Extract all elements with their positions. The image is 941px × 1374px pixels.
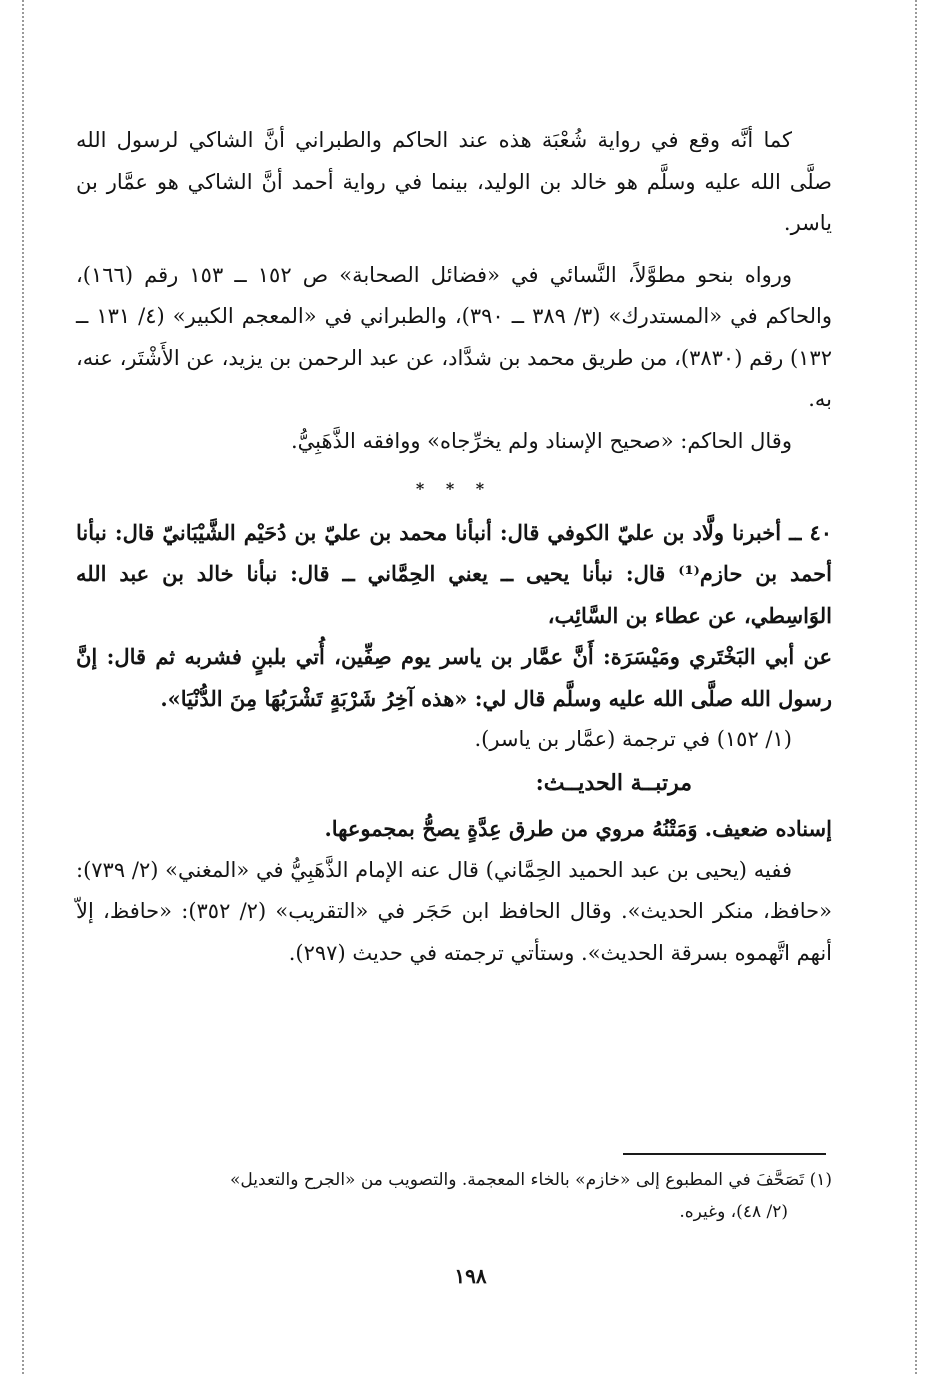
hadith-40-reference: (١/ ١٥٢) في ترجمة (عمَّار بن ياسر).: [474, 727, 792, 751]
hadith-grade-heading: مرتبــة الحديــث:: [535, 769, 692, 796]
paragraph-narration-note: كما أنَّه وقع في رواية شُعْبَة هذه عند الحاكم والطبراني أنَّ الشاكي لرسول الله صلَّى الله عليه وسلَّم هو خالد بن الوليد، بينما في رواية أحمد أنَّ الشاكي هو عمَّار بن ياسر.: [76, 128, 832, 235]
page-scan-edge-left: [22, 0, 24, 1374]
footnote-1-continuation: (٢/ ٤٨)، وغيره.: [679, 1202, 788, 1222]
paragraph-narrator-critique: ففيه (يحيى بن عبد الحميد الحِمَّاني) قال عنه الإمام الذَّهَبِيُّ في «المغني» (٢/ ٧٣٩): «حافظ، منكر الحديث». وقال الحافظ ابن حَجَر في «التقريب» (٢/ ٣٥٢): «حافظ، إلاّ أنهم اتَّهموه بسرقة الحديث». وستأتي ترجمته في حديث (٢٩٧).: [76, 857, 832, 965]
footnotes: [83, 1164, 832, 1228]
hadith-grade-text: إسناده ضعيف. وَمَتْنُهُ مروي من طرق عِدَّةٍ يصحُّ بمجموعها.: [324, 816, 832, 841]
main-text: [76, 120, 832, 974]
page-number: ١٩٨: [454, 1264, 487, 1288]
footnote-1: (١) تَصَحَّفَ في المطبوع إلى «خازم» بالخاء المعجمة. والتصويب من «الجرح والتعديل»: [230, 1170, 832, 1190]
hadith-40-matn: عن أبي البَخْتَري ومَيْسَرَة: أَنَّ عمَّار بن ياسر يوم صِفِّين، أُتي بلبنٍ فشربه ثم قال: إنَّ رسول الله صلَّى الله عليه وسلَّم قال لي: «هذه آخِرُ شَرْبَةٍ تَشْرَبُهَا مِنَ الدُّنْيَا».: [76, 644, 832, 711]
paragraph-takhrij: ورواه بنحو مطوَّلاً، النَّسائي في «فضائل الصحابة» ص ١٥٢ ــ ١٥٣ رقم (١٦٦)، والحاكم في «المستدرك» (٣/ ٣٨٩ ــ ٣٩٠)، والطبراني في «المعجم الكبير» (٤/ ١٣١ ــ ١٣٢) رقم (٣٨٣٠)، من طريق محمد بن شدَّاد، عن عبد الرحمن بن يزيد، عن الأَشْتَر، عنه، به.: [76, 262, 832, 411]
page-scan-edge-right: [915, 0, 917, 1374]
footnote-divider: [623, 1153, 826, 1155]
paragraph-hakim-verdict: وقال الحاكم: «صحيح الإسناد ولم يخرِّجاه» ووافقه الذَّهَبِيُّ.: [290, 428, 792, 453]
hadith-40-isnad: ٤٠ ــ أخبرنا ولَّاد بن عليّ الكوفي قال: أنبأنا محمد بن عليّ بن دُحَيْم الشَّيْبَانيّ قال: نبأنا أحمد بن حازم⁽¹⁾ قال: نبأنا يحيى ــ يعني الحِمَّاني ــ قال: نبأنا خالد بن عبد الله الوَاسِطي، عن عطاء بن السَّائِب،: [76, 519, 832, 628]
section-separator: * * *: [415, 479, 493, 498]
